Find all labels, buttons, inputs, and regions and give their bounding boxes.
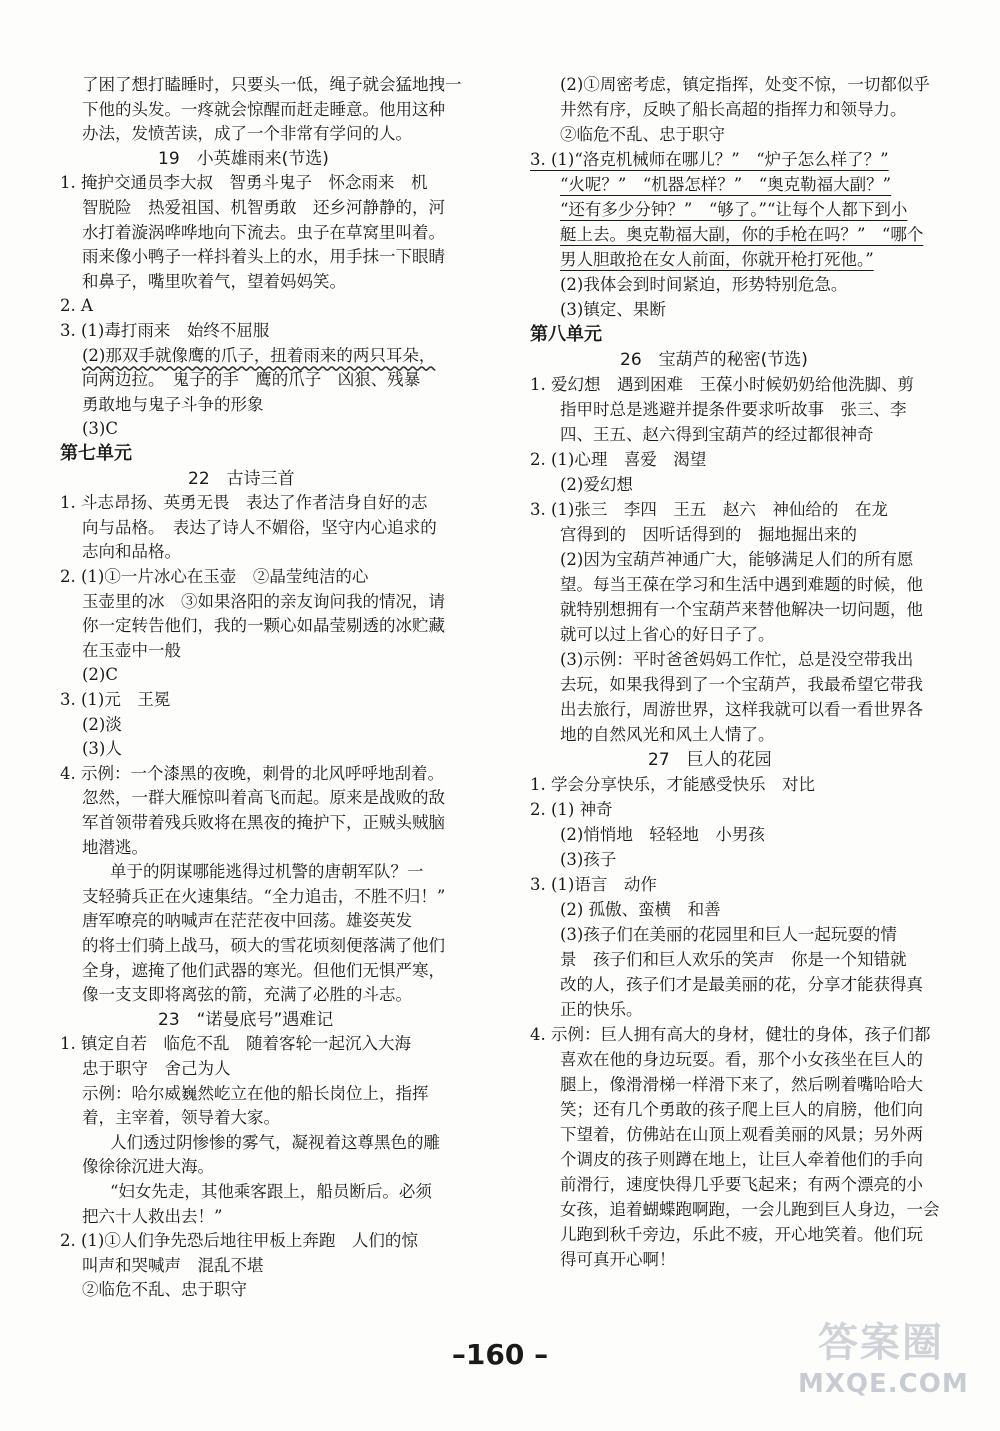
answer-line: 腿上，像滑滑梯一样滑下来了，然后咧着嘴哈哈大 — [560, 1075, 923, 1094]
answer-line: 忽然，一群大雁惊叫着高飞而起。原来是战败的敌 — [82, 788, 445, 808]
answer-line: 向与品格。 表达了诗人不媚俗，坚守内心追求的 — [82, 517, 437, 537]
answer-line: 单于的阴谋哪能逃得过机警的唐朝军队？一 — [110, 862, 424, 882]
answer-line: 全身，遮掩了他们武器的寒光。但他们无惧严寒， — [82, 960, 445, 980]
answer-line: 望。每当王葆在学习和生活中遇到难题的时候，他 — [560, 575, 923, 594]
watermark — [798, 1311, 978, 1411]
lesson-title: 23 “诺曼底号”遇难记 — [158, 1009, 334, 1030]
answer-line: (3)示例：平时爸爸妈妈工作忙，总是没空带我出 — [560, 650, 914, 669]
answer-line: 把六十人救出去！” — [82, 1206, 223, 1226]
answer-line: 2. (1) 神奇 — [530, 800, 613, 819]
answer-line: 志向和品格。 — [82, 542, 181, 562]
answer-line: 4. 示例：一个漆黑的夜晚，刺骨的北风呼呼地刮着。 — [60, 763, 444, 783]
answer-line: 3. (1)元 王冕 — [60, 690, 171, 709]
answer-line: 唐军嘹亮的呐喊声在茫茫夜中回荡。雄姿英发 — [82, 911, 412, 931]
answer-line: 1. 斗志昂扬、英勇无畏 表达了作者洁身自好的志 — [60, 493, 428, 513]
answer-line: “还有多少分钟？” “够了。”“让每个人都下到小 — [560, 200, 908, 219]
answer-line: 向两边拉。 鬼子的手 鹰的爪子 凶狠、残暴 — [82, 370, 421, 390]
answer-line: ②临危不乱、忠于职守 — [82, 1280, 247, 1300]
answer-line: (2)那双手就像鹰的爪子，扭着雨来的两只耳朵， — [82, 345, 436, 365]
answer-line: 个调皮的孩子则蹲在地上，让巨人牵着他们的手向 — [560, 1150, 923, 1169]
unit-heading: 第八单元 — [530, 324, 602, 345]
answer-line: 女孩，追着蝴蝶跑啊跑，一会儿跑到巨人身边，一会 — [560, 1200, 940, 1219]
answer-line: (3)C — [82, 419, 118, 439]
answer-line: 3. (1)“洛克机械师在哪儿？” “炉子怎么样了？” — [530, 150, 889, 169]
answer-line: 勇敢地与鬼子斗争的形象 — [82, 394, 264, 414]
answer-line: 喜欢在他的身边玩耍。看，那个小女孩坐在巨人的 — [560, 1050, 923, 1069]
answer-line: (3)人 — [82, 739, 122, 759]
answer-line: 和鼻子，嘴里吹着气，望着妈妈笑。 — [82, 271, 346, 291]
answer-line: 出去旅行，周游世界，这样我就可以看一看世界各 — [560, 700, 923, 719]
answer-line: 笑；还有几个勇敢的孩子爬上巨人的肩膀，他们向 — [560, 1100, 923, 1119]
answer-line: 3. (1)张三 李四 王五 赵六 神仙给的 在龙 — [530, 500, 888, 519]
answer-line: 办法，发愤苦读，成了一个非常有学问的人。 — [82, 124, 412, 144]
answer-line: 智脱险 热爱祖国、机智勇敢 还乡河静静的，河 — [82, 198, 445, 217]
page-number: –160 – — [451, 1338, 549, 1371]
answer-line: “火呢？” “机器怎样？” “奥克勒福大副？” — [560, 175, 892, 194]
answer-line: 改的人，孩子们才是最美丽的花，分享才能获得真 — [560, 975, 923, 994]
answer-line: 1. 镇定自若 临危不乱 随着客轮一起沉入大海 — [60, 1034, 411, 1054]
answer-line: 宫得到的 因听话得到的 掘地掘出来的 — [560, 525, 857, 544]
answer-line: 地潜逃。 — [82, 837, 148, 857]
answer-line: (2)爱幻想 — [560, 475, 633, 494]
answer-line: 在玉壶中一般 — [82, 640, 181, 660]
answer-line: 叫声和哭喊声 混乱不堪 — [82, 1255, 264, 1275]
lesson-title: 22 古诗三首 — [188, 468, 295, 489]
answer-line: 下望着，仿佛站在山顶上观看美丽的风景；另外两 — [560, 1125, 923, 1144]
answer-line: 男人胆敢抢在女人前面，你就开枪打死他。” — [560, 250, 874, 269]
answer-line: 示例：哈尔威巍然屹立在他的船长岗位上，指挥 — [82, 1083, 429, 1103]
answer-line: 着，主宰着，领导着大家。 — [82, 1108, 280, 1128]
answer-line: 你一定转告他们，我的一颗心如晶莹剔透的冰贮藏 — [82, 616, 445, 636]
answer-line: 地的自然风光和风土人情了。 — [560, 725, 775, 744]
answer-line: 得可真开心啊！ — [560, 1250, 676, 1269]
answer-line: 四、王五、赵六得到宝葫芦的经过都很神奇 — [560, 425, 874, 444]
answer-line: 去玩，如果我得到了一个宝葫芦，我最希望它带我 — [560, 675, 923, 694]
answer-line: 玉壶里的冰 ③如果洛阳的亲友询问我的情况，请 — [82, 591, 445, 611]
answer-line: (2)C — [82, 665, 118, 685]
watermark-site: MXQE.COM — [798, 1369, 969, 1399]
answer-line: 的将士们骑上战马，硕大的雪花顷刻便落满了他们 — [82, 936, 445, 955]
answer-line: (2)悄悄地 轻轻地 小男孩 — [560, 825, 765, 844]
answer-line: 2. (1)心理 喜爱 渴望 — [530, 450, 707, 469]
answer-line: 1. 学会分享快乐，才能感受快乐 对比 — [530, 775, 815, 794]
answer-line: 人们透过阴惨惨的雾气，凝视着这尊黑色的雕 — [110, 1132, 440, 1152]
answer-line: 就特别想拥有一个宝葫芦来替他解决一切问题，他 — [560, 600, 923, 619]
answer-line: 水打着漩涡哗哗地向下流去。虫子在草窝里叫着。 — [82, 222, 445, 242]
answer-line: (3)镇定、果断 — [560, 300, 666, 319]
answer-line: 景 孩子们和巨人欢乐的笑声 你是一个知错就 — [560, 950, 907, 969]
answer-line: 1. 掩护交通员李大叔 智勇斗鬼子 怀念雨来 机 — [60, 173, 428, 193]
answer-line: “妇女先走，其他乘客跟上，船员断后。必须 — [110, 1182, 432, 1201]
answer-line: 1. 爱幻想 遇到困难 王葆小时候奶奶给他洗脚、剪 — [530, 375, 914, 394]
answer-line: (2)我体会到时间紧迫，形势特别危急。 — [560, 275, 848, 294]
lesson-title: 27 巨人的花园 — [648, 750, 772, 770]
answer-line: 像一支支即将离弦的箭，充满了必胜的斗志。 — [82, 985, 412, 1005]
answer-line: (2)因为宝葫芦神通广大，能够满足人们的所有愿 — [560, 550, 914, 569]
answer-line: (3)孩子 — [560, 850, 617, 869]
answer-line: 3. (1)语言 动作 — [530, 875, 657, 894]
answer-line: (2)淡 — [82, 714, 122, 734]
answer-line: (2)①周密考虑，镇定指挥，处变不惊，一切都似乎 — [560, 75, 930, 94]
answer-line: 井然有序，反映了船长高超的指挥力和领导力。 — [560, 100, 907, 119]
answer-line: 儿跑到秋千旁边，乐此不疲，开心地笑着。他们玩 — [560, 1225, 923, 1244]
answer-line: 忠于职守 舍己为人 — [82, 1059, 231, 1078]
answer-line: 了困了想打瞌睡时，只要头一低，绳子就会猛地拽一 — [82, 75, 462, 94]
answer-line: (3)孩子们在美丽的花园里和巨人一起玩耍的情 — [560, 925, 897, 944]
answer-line: 下他的头发。一疼就会惊醒而赶走睡意。他用这种 — [82, 99, 445, 119]
answer-line: 正的快乐。 — [560, 1000, 643, 1019]
answer-line: 2. (1)①人们争先恐后地往甲板上奔跑 人们的惊 — [60, 1231, 418, 1251]
answer-line: (2) 孤傲、蛮横 和善 — [560, 900, 721, 919]
answer-line: 前滑行，速度快得几乎要飞起来；有两个漂亮的小 — [560, 1175, 923, 1194]
answer-line: 2. (1)①一片冰心在玉壶 ②晶莹纯洁的心 — [60, 567, 369, 586]
unit-heading: 第七单元 — [60, 443, 132, 464]
answer-line: 指甲时总是逃避并提条件要求听故事 张三、李 — [560, 400, 907, 419]
answer-line: 雨来像小鸭子一样抖着头上的水，用手抹一下眼睛 — [82, 247, 445, 267]
answer-line: 2. A — [60, 296, 93, 316]
answer-line: 4. 示例：巨人拥有高大的身材，健壮的身体，孩子们都 — [530, 1025, 931, 1044]
answer-line: 艇上去。奥克勒福大副，你的手枪在吗？” “哪个 — [560, 225, 924, 244]
answer-line: 军首领带着残兵败将在黑夜的掩护下，正贼头贼脑 — [82, 813, 445, 832]
answer-line: 就可以过上省心的好日子了。 — [560, 625, 775, 644]
answer-line: 像徐徐沉进大海。 — [82, 1157, 214, 1177]
answer-line: 3. (1)毒打雨来 始终不屈服 — [60, 321, 270, 340]
answer-line: ②临危不乱、忠于职守 — [560, 125, 725, 144]
answer-line: 支轻骑兵正在火速集结。“全力追击，不胜不归！” — [82, 886, 446, 906]
watermark-logo: 答案圈 — [818, 1320, 944, 1366]
lesson-title: 19 小英雄雨来(节选) — [158, 148, 329, 169]
lesson-title: 26 宝葫芦的秘密(节选) — [620, 350, 808, 370]
